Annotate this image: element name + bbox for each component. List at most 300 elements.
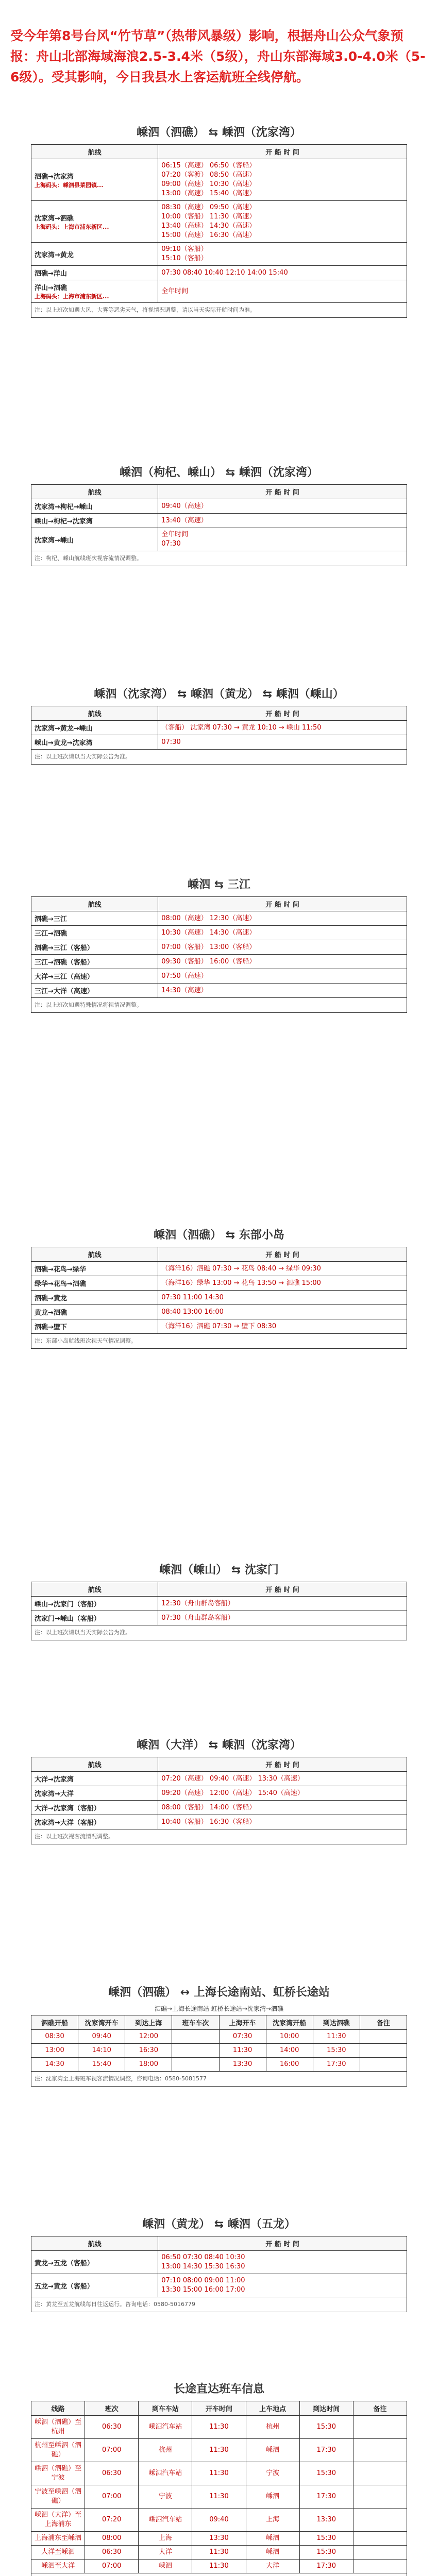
s2-table [31,484,407,566]
route-cell [31,528,158,551]
table-cell: 宁波 [139,2485,192,2509]
table-cell: 嵊泗 [246,2546,299,2560]
route-cell [31,243,158,266]
table-row [31,2560,407,2573]
s2-title: 嵊泗（枸杞、嵊山） ⇆ 嵊泗（沈家湾） [120,466,318,479]
table-cell: 13:30 [219,2058,266,2072]
s10-table [31,2401,407,2576]
table-row [31,2251,407,2274]
time-line: 07:10 08:00 09:00 11:00 [161,2277,245,2284]
s6-section [31,1561,407,1640]
route-cell [31,1276,158,1291]
route-name: 黄龙→五龙（客船） [35,2259,94,2267]
column-header: 沈家湾开车 [78,2015,125,2030]
table-row [31,2058,407,2072]
column-header: 到达上海 [125,2015,172,2030]
header-route: 航线 [31,1247,158,1262]
table-cell: 08:30 [31,2030,78,2044]
table-row [31,984,407,998]
table-cell: 16:00 [266,2058,313,2072]
table-cell: 嵊泗 [139,2560,192,2573]
table-row [31,201,407,243]
route-name: 泗礁→壁下 [35,1324,67,1331]
s10-title: 长途直达班车信息 [173,2383,264,2396]
table-row [31,1319,407,1334]
s1-section [31,124,407,318]
route-name: 沈家门→嵊山（客船） [35,1615,100,1623]
route-cell [31,2251,158,2274]
table-row [31,1262,407,1276]
table-cell: 06:30 [85,2416,139,2439]
time-line: 06:50 07:30 08:40 10:30 [161,2253,245,2261]
table-cell: 07:00 [85,2485,139,2509]
table-cell: 嵊泗 [246,2439,299,2462]
time-line: 09:20（高速） 12:00（高速） 15:40（高速） [161,1789,304,1797]
time-cell [158,969,407,984]
table-cell [172,2058,219,2072]
table-row [31,2462,407,2485]
s1-note: 注：以上班次如遇大风、大雾等恶劣天气，将视情况调整，请以当天实际开航时间为准。 [31,303,407,318]
table-row [31,2546,407,2560]
table-cell: 14:00 [266,2044,313,2058]
time-cell [158,735,407,750]
route-name: 五龙→黄龙（客船） [35,2282,94,2291]
s8-table [31,2015,407,2087]
time-line: 12:30（舟山群岛客船） [161,1599,234,1607]
table-cell: 17:30 [313,2058,360,2072]
route-cell [31,499,158,514]
table-row [31,940,407,955]
s4-table [31,896,407,1013]
time-line: （海洋16）绿华 13:00 → 花鸟 13:50 → 泗礁 15:00 [161,1279,321,1287]
table-cell: 09:40 [192,2509,246,2532]
s4-title: 嵊泗 ⇆ 三江 [188,878,250,891]
route-name: 沈家湾→黄龙 [35,251,74,259]
table-cell: 10:00 [266,2030,313,2044]
s7-section [31,1736,407,1844]
route-cell [31,1305,158,1319]
s6-title: 嵊泗（嵊山） ⇆ 沈家门 [159,1564,279,1577]
s6-note: 注：以上班次请以当天实际公告为准。 [31,1625,407,1640]
route-cell [31,984,158,998]
table-cell: 08:00 [85,2532,139,2546]
route-name: 沈家湾→大洋 [35,1790,74,1798]
route-name: 黄龙→泗礁 [35,1309,67,1317]
route-dock: 上海码头：上海市浦东新区... [35,223,109,230]
time-cell [158,911,407,926]
time-line: 13:30 15:00 16:00 17:00 [161,2286,245,2294]
header-time: 开 船 时 间 [158,2236,407,2251]
route-cell [31,1291,158,1305]
header-route: 航线 [31,1757,158,1772]
route-name: 泗礁→三江 [35,916,67,923]
time-line: 09:30（客船） 16:00（客船） [161,957,256,965]
time-cell [158,280,407,303]
table-row [31,1305,407,1319]
table-cell: 07:30 [219,2030,266,2044]
table-cell: 上海 [139,2532,192,2546]
time-cell [158,1786,407,1801]
route-name: 嵊山→枸杞→沈家湾 [35,518,93,526]
table-cell: 15:30 [313,2044,360,2058]
s8-note: 注：沈家湾至上海班车视客流情况调整，咨询电话：0580-5081577 [31,2072,407,2087]
time-line: 07:30 08:40 10:40 12:10 14:00 15:40 [161,268,288,277]
time-line: 08:00（客船） 14:00（客船） [161,1803,256,1811]
route-name: 沈家湾→嵊山 [35,536,74,545]
s9-section [31,2215,407,2312]
table-cell: 11:30 [192,2462,246,2485]
header-route: 航线 [31,2236,158,2251]
time-cell [158,201,407,243]
time-cell [158,266,407,280]
table-cell [353,2416,407,2439]
route-name: 沈家湾→黄龙→嵊山 [35,725,93,733]
route-dock: 上海码头：上海市浦东新区... [35,293,109,300]
column-header: 开车时间 [192,2401,246,2416]
table-row [31,1597,407,1611]
table-cell: 上海浦东至嵊泗 [31,2532,85,2546]
table-row [31,911,407,926]
time-line: 13:40（高速） 14:30（高速） [161,222,256,230]
table-cell: 15:30 [299,2546,353,2560]
route-name: 嵊山→沈家门（客船） [35,1601,100,1608]
s4-note: 注：以上班次如遇特殊情况将视情况调整。 [31,998,407,1013]
table-row [31,280,407,303]
table-row [31,499,407,514]
table-cell: 嵊泗汽车站 [139,2509,192,2532]
table-cell: 06:30 [85,2546,139,2560]
s7-note: 注：以上班次视客流情况调整。 [31,1829,407,1844]
table-header-row [31,1757,407,1772]
table-header-row [31,1247,407,1262]
time-line: （海洋16）泗礁 07:30 → 壁下 08:30 [161,1322,277,1330]
table-cell: 11:30 [192,2439,246,2462]
s3-title: 嵊泗（沈家湾） ⇆ 嵊泗（黄龙） ⇆ 嵊泗（嵊山） [94,688,344,701]
s5-table [31,1247,407,1349]
table-cell: 07:20 [85,2509,139,2532]
note-row [31,1625,407,1640]
table-cell: 15:30 [299,2532,353,2546]
route-name: 大洋→沈家湾 [35,1776,74,1784]
table-header-row [31,145,407,159]
note-row [31,2573,407,2576]
table-cell: 嵊泗（泗礁）至宁波 [31,2462,85,2485]
table-cell: 11:30 [192,2485,246,2509]
time-line: 09:00（高速） 10:30（高速） [161,180,256,188]
route-name: 沈家湾→泗礁 [35,214,74,223]
table-cell: 杭州 [246,2416,299,2439]
table-row [31,528,407,551]
s10-note [31,2573,407,2576]
time-line: 14:30（高速） [161,986,208,994]
route-cell [31,1319,158,1334]
header-time: 开 船 时 间 [158,1247,407,1262]
time-cell [158,1772,407,1786]
header-route: 航线 [31,706,158,721]
time-cell [158,926,407,940]
time-line: （海洋16）泗礁 07:30 → 花鸟 08:40 → 绿华 09:30 [161,1264,321,1273]
route-cell [31,266,158,280]
s5-section [31,1226,407,1349]
table-header-row [31,706,407,721]
route-name: 大洋→三江（高速） [35,973,94,981]
table-cell [172,2044,219,2058]
route-cell [31,721,158,735]
table-cell: 11:30 [219,2044,266,2058]
table-cell [360,2058,407,2072]
route-cell [31,1801,158,1815]
table-cell: 嵊泗汽车站 [139,2462,192,2485]
s6-table [31,1582,407,1640]
table-cell [353,2532,407,2546]
route-name: 绿华→花鸟→泗礁 [35,1280,86,1288]
time-cell [158,159,407,201]
time-line: 06:15（高速） 06:50（客船） [161,162,256,170]
route-name: 大洋→沈家湾（客船） [35,1805,100,1812]
time-cell [158,1319,407,1334]
time-cell [158,1276,407,1291]
column-header: 到达泗礁 [313,2015,360,2030]
route-cell [31,2274,158,2297]
table-cell: 嵊泗（大洋）至上海浦东 [31,2509,85,2532]
column-header: 泗礁开船 [31,2015,78,2030]
table-cell: 嵊泗汽车站 [139,2416,192,2439]
table-row [31,1815,407,1829]
header-time: 开 船 时 间 [158,706,407,721]
header-time: 开 船 时 间 [158,897,407,911]
table-cell [353,2485,407,2509]
table-cell: 15:40 [78,2058,125,2072]
table-header-row [31,485,407,499]
time-line: 全年时间 [161,287,189,295]
table-row [31,2485,407,2509]
s8-subtitle: 泗礁→上海长途南站 虹桥长途站→沈家湾→泗礁 [155,2005,283,2012]
time-line: 10:30（高速） 14:30（高速） [161,928,256,937]
time-line: 15:10（客船） [161,255,208,262]
table-cell [353,2546,407,2560]
column-header: 备注 [353,2401,407,2416]
time-cell [158,1291,407,1305]
route-name: 沈家湾→大洋（客船） [35,1819,100,1827]
table-cell: 杭州至嵊泗（泗礁） [31,2439,85,2462]
time-line: 09:10（客船） [161,245,208,253]
header-time: 开 船 时 间 [158,1757,407,1772]
table-cell: 13:30 [299,2509,353,2532]
table-row [31,243,407,266]
route-cell [31,969,158,984]
column-header: 上海开车 [219,2015,266,2030]
time-line: 07:30 [161,738,181,746]
route-cell [31,159,158,201]
time-line: 07:50（高速） [161,972,208,980]
table-row [31,159,407,201]
table-cell: 18:00 [125,2058,172,2072]
table-header-row [31,1582,407,1597]
table-cell: 09:40 [78,2030,125,2044]
table-cell: 14:10 [78,2044,125,2058]
table-cell: 上海 [246,2509,299,2532]
table-cell: 11:30 [192,2546,246,2560]
table-cell: 嵊泗（泗礁）至杭州 [31,2416,85,2439]
route-name: 泗礁→花鸟→绿华 [35,1266,86,1274]
s7-table [31,1757,407,1844]
route-name: 嵊山→黄龙→沈家湾 [35,739,93,747]
column-header: 班次 [85,2401,139,2416]
table-cell: 15:30 [299,2462,353,2485]
table-row [31,2509,407,2532]
time-cell [158,721,407,735]
header-route: 航线 [31,485,158,499]
s7-title: 嵊泗（大洋） ⇆ 嵊泗（沈家湾） [137,1739,301,1752]
note-row [31,1829,407,1844]
table-cell: 11:30 [192,2560,246,2573]
note-row [31,2072,407,2087]
table-header-row [31,897,407,911]
table-cell: 17:30 [299,2485,353,2509]
table-header-row [31,2401,407,2416]
route-name: 三江→大洋（高速） [35,988,94,995]
table-row [31,969,407,984]
s1-table [31,144,407,318]
table-row [31,266,407,280]
route-cell [31,1772,158,1786]
route-cell [31,514,158,528]
table-row [31,1276,407,1291]
table-cell: 13:30 [192,2532,246,2546]
s4-section [31,876,407,1013]
route-cell [31,280,158,303]
table-cell: 宁波 [246,2462,299,2485]
table-cell: 大洋 [139,2546,192,2560]
header-route: 航线 [31,145,158,159]
route-name: 三江→泗礁 [35,930,67,938]
header-time: 开 船 时 间 [158,145,407,159]
note-row [31,303,407,318]
time-cell [158,1597,407,1611]
table-row [31,1291,407,1305]
time-line: 08:30（高速） 09:50（高速） [161,204,256,211]
table-cell: 13:00 [31,2044,78,2058]
time-cell [158,955,407,969]
table-cell: 嵊泗 [246,2532,299,2546]
s3-note: 注：以上班次请以当天实际公告为准。 [31,750,407,765]
route-dock: 上海码头：嵊泗县菜园镇... [35,181,104,189]
time-line: 全年时间 [161,531,189,538]
route-cell [31,1815,158,1829]
table-cell: 14:30 [31,2058,78,2072]
time-line: （客船） 沈家湾 07:30 → 黄龙 10:10 → 嵊山 11:50 [161,723,322,732]
table-cell: 大洋 [246,2560,299,2573]
table-cell: 16:30 [125,2044,172,2058]
table-cell [360,2030,407,2044]
s1-title: 嵊泗（泗礁） ⇆ 嵊泗（沈家湾） [137,126,301,139]
route-cell [31,955,158,969]
table-cell [353,2439,407,2462]
note-row [31,750,407,765]
table-cell [353,2462,407,2485]
time-line: 08:40 13:00 16:00 [161,1308,224,1316]
route-name: 泗礁→三江（客船） [35,944,94,952]
table-cell [172,2030,219,2044]
time-cell [158,1815,407,1829]
s3-section [31,685,407,765]
table-row [31,2030,407,2044]
route-name: 三江→泗礁（客船） [35,959,94,967]
table-cell: 嵊泗至大洋 [31,2560,85,2573]
time-line: 15:00（高速） 16:30（高速） [161,231,256,239]
table-cell: 17:30 [299,2439,353,2462]
time-line: 10:00（客船） 11:30（高速） [161,213,256,221]
table-row [31,955,407,969]
time-line: 07:00（客船） 13:00（客船） [161,943,256,951]
time-cell [158,2251,407,2274]
note-row [31,998,407,1013]
table-row [31,926,407,940]
table-cell: 15:30 [299,2416,353,2439]
s2-section [31,464,407,566]
time-cell [158,1611,407,1625]
table-cell: 宁波至嵊泗（泗礁） [31,2485,85,2509]
table-row [31,1611,407,1625]
table-cell: 杭州 [139,2439,192,2462]
s9-title: 嵊泗（黄龙） ⇆ 嵊泗（五龙） [142,2218,296,2231]
header-route: 航线 [31,1582,158,1597]
time-cell [158,1801,407,1815]
route-name: 泗礁→洋山 [35,270,67,278]
table-row [31,2044,407,2058]
table-cell: 07:00 [85,2439,139,2462]
table-row [31,1772,407,1786]
table-cell: 17:30 [299,2560,353,2573]
column-header: 线路 [31,2401,85,2416]
time-line: 07:20（高速） 09:40（高速） 13:30（高速） [161,1774,304,1783]
header-route: 航线 [31,897,158,911]
route-cell [31,926,158,940]
route-cell [31,1597,158,1611]
note-row [31,551,407,566]
table-cell [353,2509,407,2532]
header-time: 开 船 时 间 [158,485,407,499]
route-cell [31,201,158,243]
time-line: 10:40（客船） 16:30（客船） [161,1818,256,1826]
route-cell [31,1786,158,1801]
table-row [31,2439,407,2462]
time-cell [158,499,407,514]
time-cell [158,1305,407,1319]
column-header: 备注 [360,2015,407,2030]
time-cell [158,514,407,528]
table-cell [360,2044,407,2058]
time-cell [158,2274,407,2297]
column-header: 到达时间 [299,2401,353,2416]
s10-section [31,2380,407,2576]
s2-note: 注：枸杞、嵊山航线班次视客流情况调整。 [31,551,407,566]
time-line: 08:00（高速） 12:30（高速） [161,914,256,922]
s8-title: 嵊泗（泗礁） ↔ 上海长途南站、虹桥长途站 [108,1986,330,1999]
table-row [31,514,407,528]
table-row [31,735,407,750]
s5-note: 注：东部小岛航线班次视天气情况调整。 [31,1334,407,1349]
route-name: 沈家湾→枸杞→嵊山 [35,503,93,511]
time-line: 09:40（高速） [161,502,208,510]
route-cell [31,1262,158,1276]
time-cell [158,243,407,266]
column-header: 沈家湾开船 [266,2015,313,2030]
note-row [31,2297,407,2312]
table-header-row [31,2236,407,2251]
column-header: 到车车站 [139,2401,192,2416]
time-cell [158,1262,407,1276]
